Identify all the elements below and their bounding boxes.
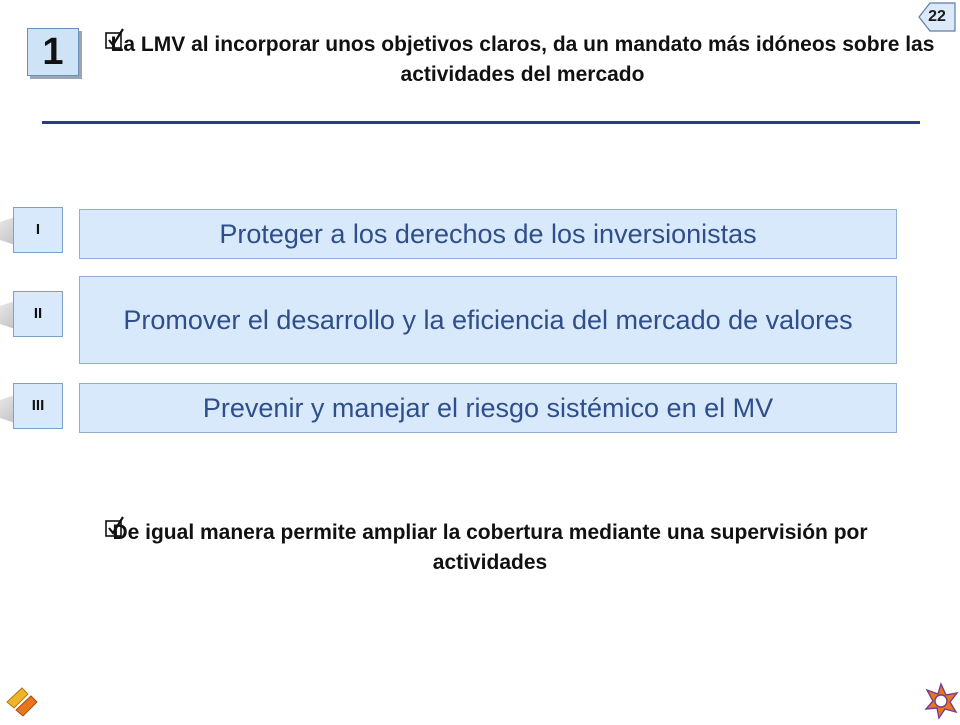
page-number-badge: [918, 2, 956, 32]
page-number: 22: [928, 8, 946, 25]
objective-text-2: Promover el desarrollo y la eficiencia del mercado de valores: [123, 305, 853, 335]
objective-text-3: Prevenir y manejar el riesgo sistémico en el MV: [202, 393, 774, 423]
objective-box-1: [79, 209, 897, 259]
gear-logo-icon: [922, 682, 960, 720]
objective-numeral-3: III: [13, 383, 63, 429]
objective-text-1: Proteger a los derechos de los inversionistas: [219, 219, 757, 249]
headline: La LMV al incorporar unos objetivos claros, da un mandato más idóneos sobre las actividades del mercado: [110, 33, 935, 86]
title-divider: [42, 121, 920, 124]
chevron-logo-icon: [4, 684, 44, 718]
section-number-box: 1: [27, 28, 79, 76]
objective-numeral-2: II: [13, 291, 63, 337]
objective-box-3: [79, 383, 897, 433]
objective-box-2: [79, 276, 897, 364]
footnote: De igual manera permite ampliar la cobertura mediante una supervisión por actividades: [112, 521, 868, 574]
objective-numeral-1: I: [13, 207, 63, 253]
